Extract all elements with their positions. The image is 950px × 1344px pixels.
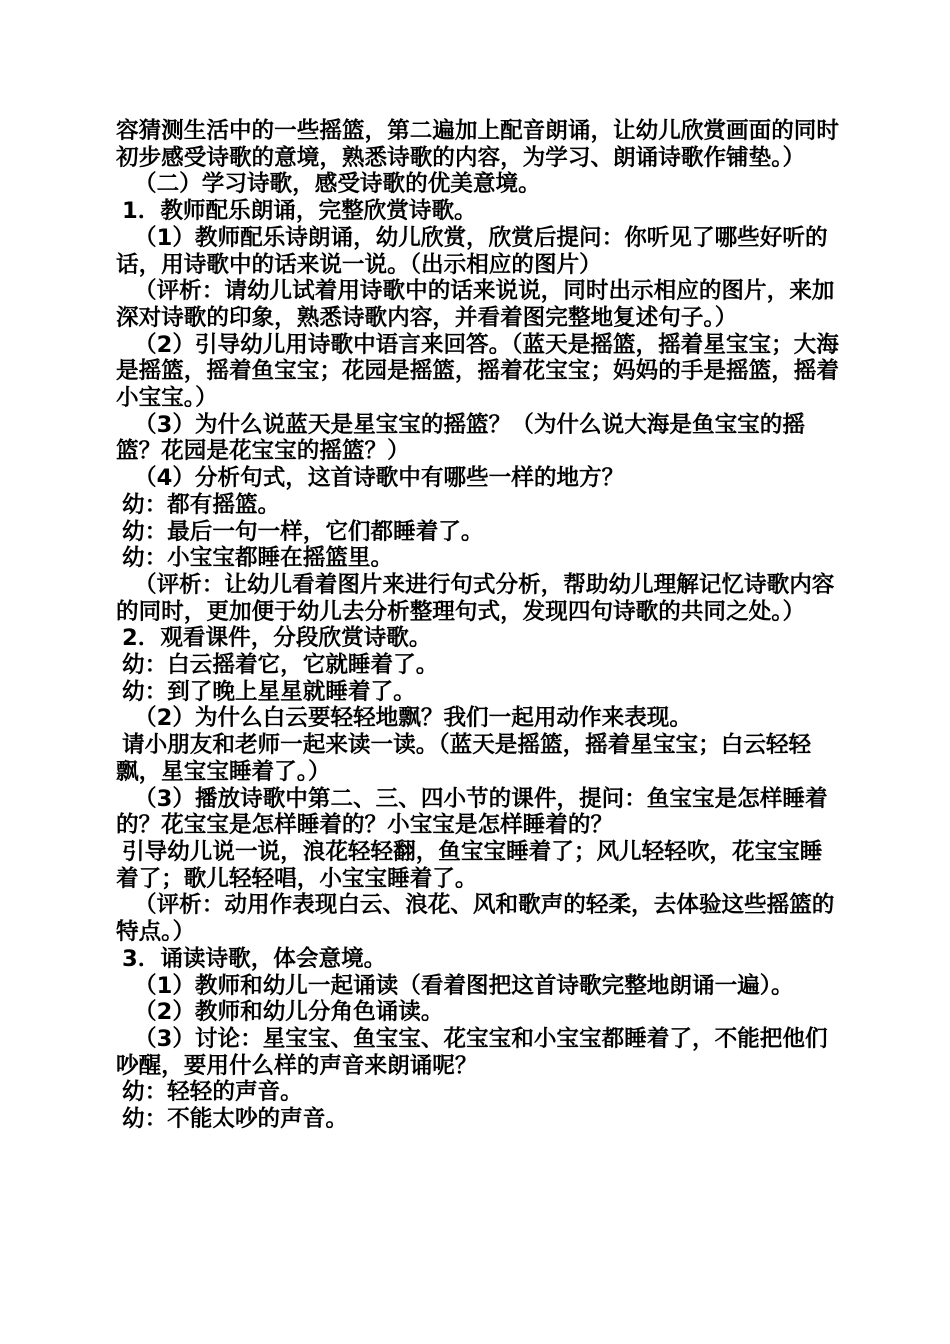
- paragraph: 请小朋友和老师一起来读一读。（蓝天是摇篮，摇着星宝宝；白云轻轻飘，星宝宝睡着了。）: [116, 732, 812, 785]
- step-heading: 3．诵读诗歌，体会意境。: [122, 945, 387, 972]
- step-heading: 2．观看课件，分段欣赏诗歌。: [122, 625, 432, 652]
- child-response: 幼：轻轻的声音。: [122, 1079, 303, 1106]
- paragraph: （3）为什么说蓝天是星宝宝的摇篮？（为什么说大海是鱼宝宝的摇篮？花园是花宝宝的摇篮？）: [116, 411, 805, 465]
- child-response: 幼：不能太吵的声音。: [122, 1106, 348, 1133]
- paragraph-continuation: 容猜测生活中的一些摇篮，第二遍加上配音朗诵，让幼儿欣赏画面的同时初步感受诗歌的意境，熟悉诗歌的内容，为学习、朗诵诗歌作铺垫。）: [116, 118, 839, 171]
- paragraph: （1）教师和幼儿一起诵读（看着图把这首诗歌完整地朗诵一遍）。: [134, 972, 794, 999]
- section-heading: （二）学习诗歌，感受诗歌的优美意境。: [134, 171, 541, 198]
- paragraph: （3）播放诗歌中第二、三、四小节的课件，提问：鱼宝宝是怎样睡着的？花宝宝是怎样睡着的？小宝宝是怎样睡着的？: [116, 785, 828, 839]
- paragraph: （1）教师配乐诗朗诵，幼儿欣赏，欣赏后提问：你听见了哪些好听的话，用诗歌中的话来说一说。（出示相应的图片）: [116, 224, 828, 278]
- child-response: 幼：小宝宝都睡在摇篮里。: [122, 545, 394, 572]
- paragraph: （2）引导幼儿用诗歌中语言来回答。（蓝天是摇篮，摇着星宝宝；大海是摇篮，摇着鱼宝宝；花园是摇篮，摇着花宝宝；妈妈的手是摇篮，摇着小宝宝。）: [116, 331, 839, 412]
- child-response: 幼：都有摇篮。: [122, 491, 281, 518]
- child-response: 幼：到了晚上星星就睡着了。: [122, 678, 416, 705]
- paragraph: （3）讨论：星宝宝、鱼宝宝、花宝宝和小宝宝都睡着了，不能把他们吵醒，要用什么样的声音来朗诵呢？: [116, 1025, 828, 1079]
- paragraph: （4）分析句式，这首诗歌中有哪些一样的地方？: [134, 465, 625, 492]
- analysis-note: （评析：动用作表现白云、浪花、风和歌声的轻柔，去体验这些摇篮的特点。）: [116, 892, 835, 946]
- paragraph: （2）教师和幼儿分角色诵读。: [134, 999, 444, 1026]
- child-response: 幼：白云摇着它，它就睡着了。: [122, 652, 439, 679]
- child-response: 幼：最后一句一样，它们都睡着了。: [122, 518, 484, 545]
- analysis-note: （评析：让幼儿看着图片来进行句式分析，帮助幼儿理解记忆诗歌内容的同时，更加便于幼儿去分析整理句式，发现四句诗歌的共同之处。）: [116, 571, 835, 625]
- paragraph: （2）为什么白云要轻轻地飘？我们一起用动作来表现。: [134, 705, 692, 732]
- analysis-note: （评析：请幼儿试着用诗歌中的话来说说，同时出示相应的图片，来加深对诗歌的印象，熟悉诗歌内容，并看着图完整地复述句子。）: [116, 278, 835, 331]
- step-heading: 1．教师配乐朗诵，完整欣赏诗歌。: [122, 198, 477, 225]
- document-body: [116, 118, 840, 1133]
- paragraph: 引导幼儿说一说，浪花轻轻翻，鱼宝宝睡着了；风儿轻轻吹，花宝宝睡着了；歌儿轻轻唱，小宝宝睡着了。: [116, 838, 823, 892]
